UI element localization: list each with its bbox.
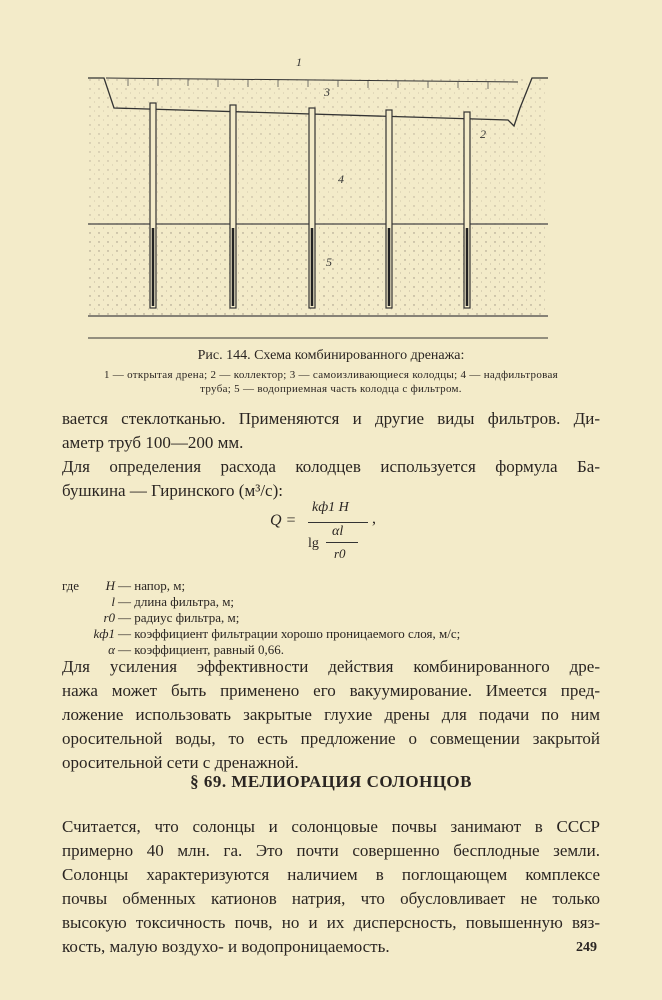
legend-symbol: H [105,578,115,593]
label-2: 2 [480,127,486,141]
text-line: почвы обменных катионов натрия, что обусловливает не только [62,889,600,908]
text-line: бушкина — Гиринского (м³/с): [62,481,283,500]
text-line: высокую токсичность почв, но и их дисперсность, повышенную вяз- [62,913,600,932]
text-line: ложение использовать закрытые глухие дрены для подачи по ним [62,705,600,724]
figure-caption: Рис. 144. Схема комбинированного дренажа: [197,348,465,363]
section-heading: § 69. МЕЛИОРАЦИЯ СОЛОНЦОВ [190,772,472,791]
legend-text: — коэффициент, равный 0,66. [118,642,284,657]
text-line: нажа может быть применено его вакуумирование. Имеется пред- [62,681,600,700]
text-line: Для усиления эффективности действия комбинированного дре- [62,657,600,676]
legend-symbol: l [111,594,115,609]
text-line: оросительной воды, то есть предложение о совмещении закрытой [62,729,600,748]
figure-legend-line: труба; 5 — водоприемная часть колодца с фильтром. [200,383,462,395]
text-line: Для определения расхода колодцев используется формула Ба- [62,457,600,476]
legend-symbol: α [108,642,115,657]
formula-lg: lg [308,536,319,551]
text-line: оросительной сети с дренажной. [62,753,299,772]
label-3: 3 [324,85,330,99]
formula-inner-num: αl [332,524,344,539]
page-number: 249 [576,940,597,955]
formula-numerator: kф1 H [312,500,349,515]
formula-lhs: Q = [270,512,297,529]
legend-symbol: r0 [103,610,115,625]
figure-legend-line: 1 — открытая дрена; 2 — коллектор; 3 — самоизливающиеся колодцы; 4 — надфильтровая [103,369,559,381]
label-4: 4 [338,172,344,186]
text-line: Солонцы характеризуются наличием в поглощающем комплексе [62,865,600,884]
formula-comma: , [372,510,376,527]
text-line: кость, малую воздухо- и водопроницаемость. [62,937,390,956]
legend-text: — напор, м; [118,578,186,593]
text-line: примерно 40 млн. га. Это почти совершенно бесплодные земли. [62,841,600,860]
formula-inner-den: r0 [334,546,346,561]
text-line: Считается, что солонцы и солонцовые почвы занимают в СССР [62,817,600,836]
legend-symbol: kф1 [93,626,115,641]
text-line: вается стеклотканью. Применяются и другие виды фильтров. Ди- [62,409,600,428]
legend-where: где [62,578,80,593]
text-line: аметр труб 100—200 мм. [62,433,244,452]
legend-text: — длина фильтра, м; [118,594,235,609]
drainage-diagram [88,55,548,338]
legend-text: — коэффициент фильтрации хорошо проницаемого слоя, м/с; [118,626,461,641]
legend-text: — радиус фильтра, м; [118,610,240,625]
label-1: 1 [296,55,302,69]
formula [270,500,410,580]
label-5: 5 [326,255,332,269]
